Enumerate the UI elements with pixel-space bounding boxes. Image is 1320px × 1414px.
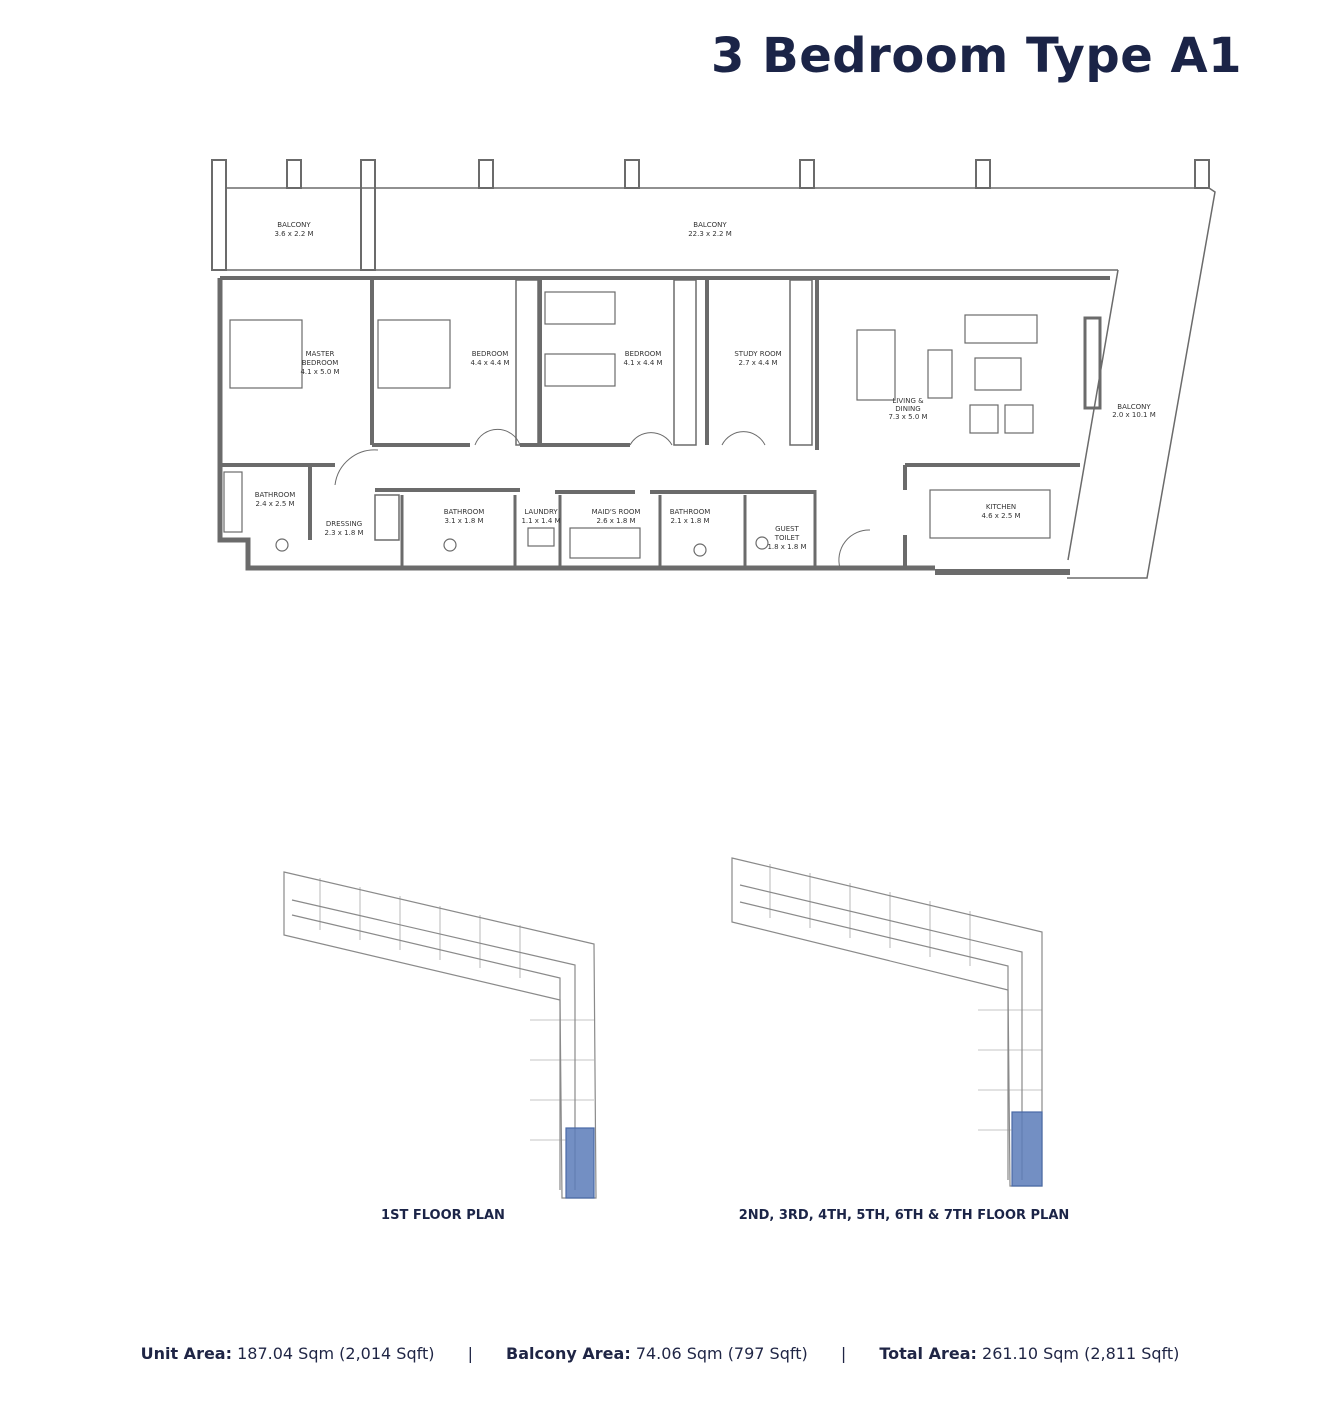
room-name: BATHROOM [254, 491, 296, 499]
unit-area-value: 187.04 Sqm (2,014 Sqft) [237, 1344, 435, 1363]
room-dims: 4.1 x 4.4 M [623, 359, 663, 367]
room-dims: 1.8 x 1.8 M [767, 543, 807, 551]
room-dims: 4.1 x 5.0 M [300, 368, 340, 376]
room-name: DRESSING [325, 520, 363, 528]
total-area-label: Total Area: [879, 1344, 977, 1363]
unit-area-label: Unit Area: [140, 1344, 232, 1363]
room-dims: 4.4 x 4.4 M [470, 359, 510, 367]
room-name: LAUNDRY [524, 508, 558, 516]
room-dims: 2.1 x 1.8 M [670, 517, 710, 525]
room-dims: 2.3 x 1.8 M [324, 529, 364, 537]
room-dims: 2.6 x 1.8 M [596, 517, 636, 525]
page-title: 3 Bedroom Type A1 [711, 28, 1242, 84]
room-name: MAID'S ROOM [591, 508, 641, 516]
room-dims: 3.6 x 2.2 M [274, 230, 314, 238]
room-name: LIVING & [892, 397, 924, 405]
room-name: BATHROOM [669, 508, 711, 516]
room-dims: 3.1 x 1.8 M [444, 517, 484, 525]
room-name: GUEST [775, 525, 799, 533]
room-dims: 2.0 x 10.1 M [1112, 411, 1156, 419]
room-name: BATHROOM [443, 508, 485, 516]
room-name: BALCONY [693, 221, 727, 229]
room-dims: 2.4 x 2.5 M [255, 500, 295, 508]
key-plan-1 [284, 872, 596, 1198]
room-name-2: DINING [895, 405, 921, 413]
balcony-area-label: Balcony Area: [506, 1344, 631, 1363]
room-name: MASTER [305, 350, 335, 358]
room-name: BEDROOM [624, 350, 662, 358]
room-dims: 1.1 x 1.4 M [521, 517, 561, 525]
room-dims: 22.3 x 2.2 M [688, 230, 732, 238]
key-plan-2-caption: 2ND, 3RD, 4TH, 5TH, 6TH & 7TH FLOOR PLAN [738, 1208, 1070, 1223]
room-dims: 2.7 x 4.4 M [738, 359, 778, 367]
room-name: STUDY ROOM [734, 350, 782, 358]
key-plan-1-caption: 1ST FLOOR PLAN [381, 1208, 505, 1223]
separator: | [467, 1344, 473, 1363]
room-name: BALCONY [1117, 403, 1151, 411]
area-summary [0, 1344, 1320, 1363]
room-name: KITCHEN [985, 503, 1017, 511]
room-dims: 7.3 x 5.0 M [888, 413, 928, 421]
key-plan-2 [732, 858, 1042, 1186]
separator: | [840, 1344, 847, 1363]
balcony-area-value: 74.06 Sqm (797 Sqft) [635, 1344, 808, 1363]
room-name-2: TOILET [774, 534, 800, 542]
room-name: BALCONY [277, 221, 311, 229]
room-name: BEDROOM [471, 350, 509, 358]
room-name-2: BEDROOM [301, 359, 339, 367]
room-dims: 4.6 x 2.5 M [981, 512, 1021, 520]
total-area-value: 261.10 Sqm (2,811 Sqft) [982, 1344, 1180, 1363]
